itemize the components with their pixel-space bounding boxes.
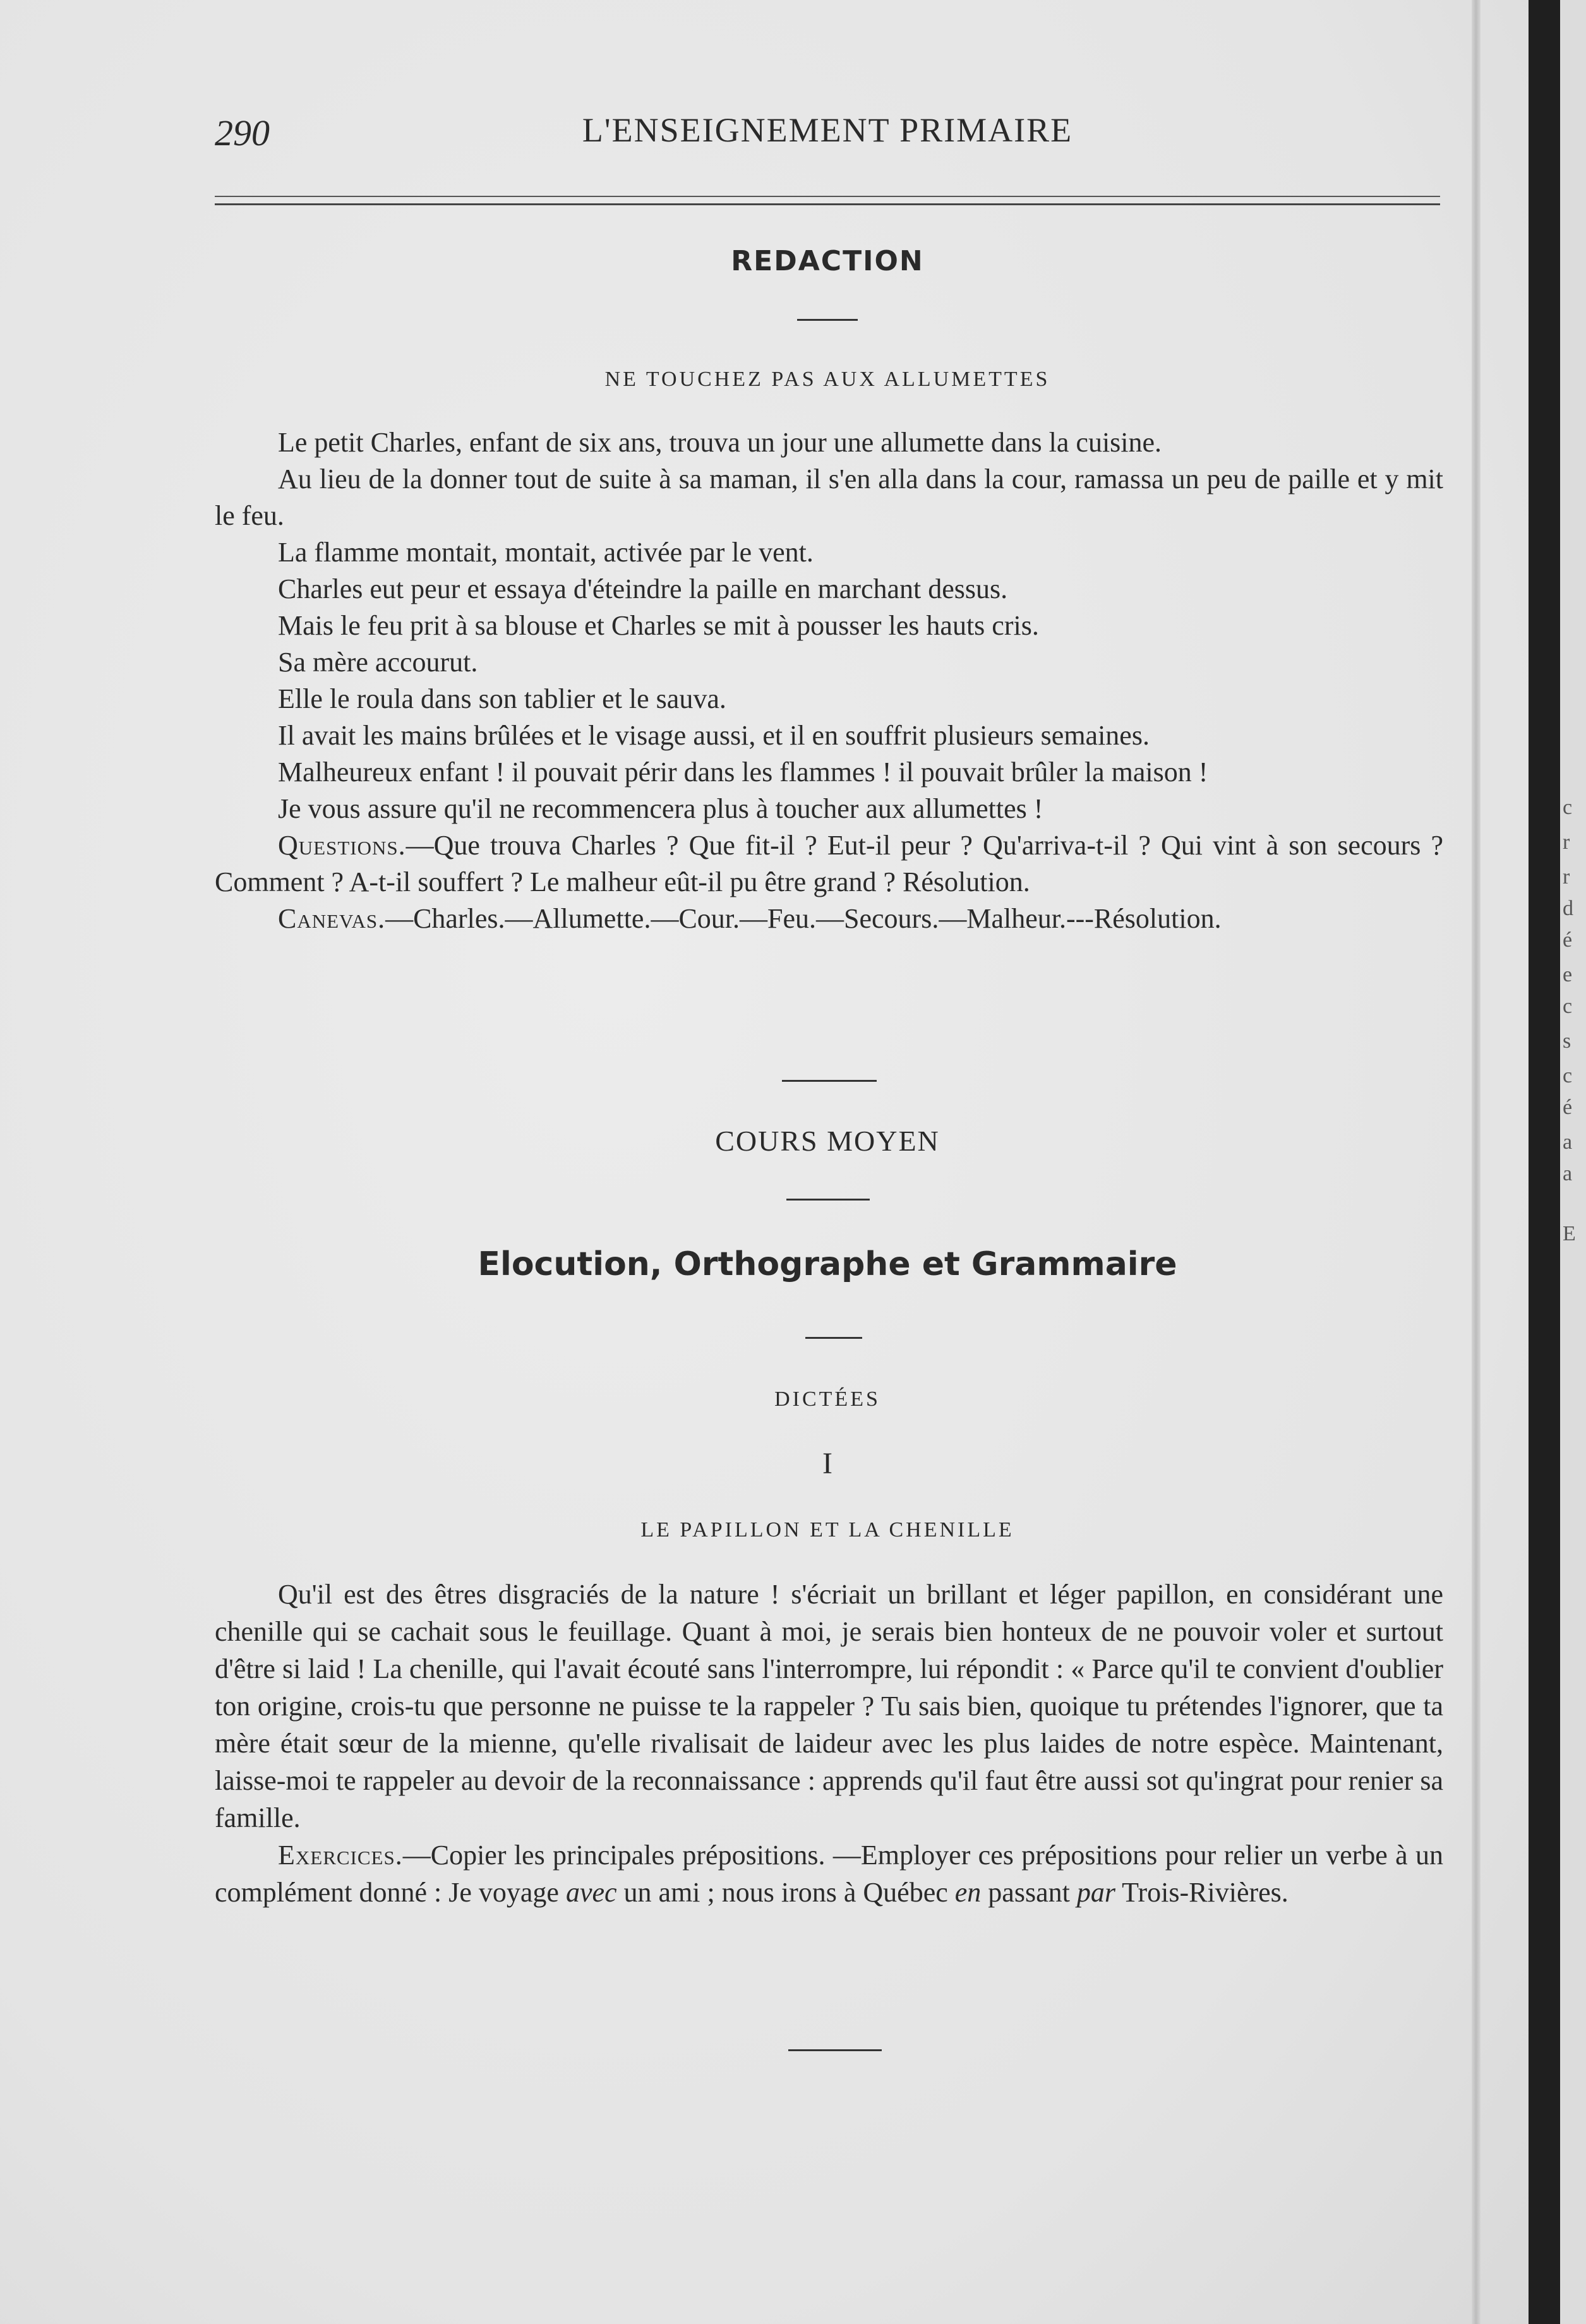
page-header [215,104,1440,155]
questions-text: —Que trouva Charles ? Que fit-il ? Eut-il peur ? Qu'arriva-t-il ? Qui vint à son secours ? Comment ? A-t-il souffert ? Le malheur eût-il pu être grand ? Résolution. [215,830,1443,897]
adjacent-page-fragment: é [1563,1096,1573,1119]
header-rule [215,196,1440,205]
adjacent-page-fragment: a [1563,1130,1573,1154]
adjacent-page-fragment: d [1563,897,1573,920]
dictee-text-block [215,1576,1443,1911]
redaction-text [215,424,1443,937]
cours-moyen-heading: COURS MOYEN [715,1125,940,1157]
canevas-label: Canevas. [278,903,386,934]
adjacent-page-fragment: r [1563,830,1570,854]
text-line: Le petit Charles, enfant de six ans, trouva un jour une allumette dans la cuisine. [278,427,1162,458]
adjacent-page-fragment: r [1563,865,1570,889]
questions-label: Questions. [278,830,406,861]
example-word: par [1076,1877,1115,1908]
adjacent-page-strip [1560,0,1586,2324]
text-line: Je vous assure qu'il ne recommencera plus à toucher aux allumettes ! [278,793,1043,824]
separator-dash [797,319,858,321]
questions-paragraph [215,827,1443,901]
example-word: avec [565,1877,617,1908]
dictee-paragraph: Qu'il est des êtres disgraciés de la nature ! s'écriait un brillant et léger papillon, en considérant une chenille qui se cachait sous le feuillage. Quant à moi, je serais bien honteux de ne pouvoir voler et surtout d'être si laid ! La chenille, qui l'avait écouté sans l'interrompre, lui répondit : « Parce qu'il te convient d'oublier ton origine, crois-tu que personne ne puisse te la rappeler ? Tu sais bien, quoique tu prétendes l'ignorer, que ta mère était sœur de la mienne, qu'elle rivalisait de laideur avec les plus laides de notre espèce. Maintenant, laisse-moi te rappeler au devoir de la reconnaissance : apprends qu'il faut être aussi sot qu'ingrat pour renier sa famille. [215,1579,1443,1833]
text-line: Au lieu de la donner tout de suite à sa maman, il s'en alla dans la cour, ramassa un peu de paille et y mit le feu. [215,464,1443,531]
exercices-text: passant [981,1877,1077,1908]
exercices-text: Trois-Rivières. [1115,1877,1289,1908]
adjacent-page-fragment: c [1563,995,1573,1018]
exercices-paragraph [215,1836,1443,1911]
running-title: L'ENSEIGNEMENT PRIMAIRE [582,111,1073,149]
separator-dash [786,1199,870,1201]
separator-dash [788,2049,882,2051]
page-number: 290 [215,112,270,153]
text-line: La flamme montait, montait, activée par le vent. [278,537,814,568]
text-line: Elle le roula dans son tablier et le sauva. [278,683,726,714]
separator-dash [782,1080,877,1082]
adjacent-page-fragment: E [1563,1222,1576,1245]
adjacent-page-fragment: a [1563,1162,1573,1185]
separator-dash [805,1337,862,1339]
section-title: Elocution, Orthographe et Grammaire [478,1245,1177,1283]
adjacent-page-fragment: s [1563,1029,1571,1053]
book-spine [1529,0,1560,2324]
exercices-label: Exercices. [278,1840,403,1871]
text-line: Sa mère accourut. [278,647,478,678]
canevas-text: —Charles.—Allumette.—Cour.—Feu.—Secours.—Malheur.---Résolution. [385,903,1222,934]
exercices-text: un ami ; nous irons à Québec [616,1877,955,1908]
text-line: Malheureux enfant ! il pouvait périr dans les flammes ! il pouvait brûler la maison ! [278,757,1208,788]
adjacent-page-fragment: c [1563,796,1573,819]
dictees-label: DICTÉES [774,1387,880,1411]
exercices-text: —Copier les principales prépositions. —Employer ces prépositions pour relier un verbe à un complément donné : Je voyage [215,1840,1443,1908]
text-line: Charles eut peur et essaya d'éteindre la paille en marchant dessus. [278,573,1008,604]
adjacent-page-fragment: c [1563,1064,1573,1087]
text-line: Il avait les mains brûlées et le visage aussi, et il en souffrit plusieurs semaines. [278,720,1150,751]
example-word: en [954,1877,982,1908]
dictee-numeral: I [822,1447,832,1480]
dictee-title: LE PAPILLON ET LA CHENILLE [640,1518,1014,1542]
page-edge-shadow [1472,0,1481,2324]
text-line: Mais le feu prit à sa blouse et Charles se mit à pousser les hauts cris. [278,610,1039,641]
adjacent-page-fragment: e [1563,963,1573,986]
canevas-paragraph [215,901,1443,937]
redaction-heading: REDACTION [731,245,924,277]
adjacent-page-fragment: é [1563,928,1573,952]
redaction-subtitle: NE TOUCHEZ PAS AUX ALLUMETTES [604,368,1050,391]
